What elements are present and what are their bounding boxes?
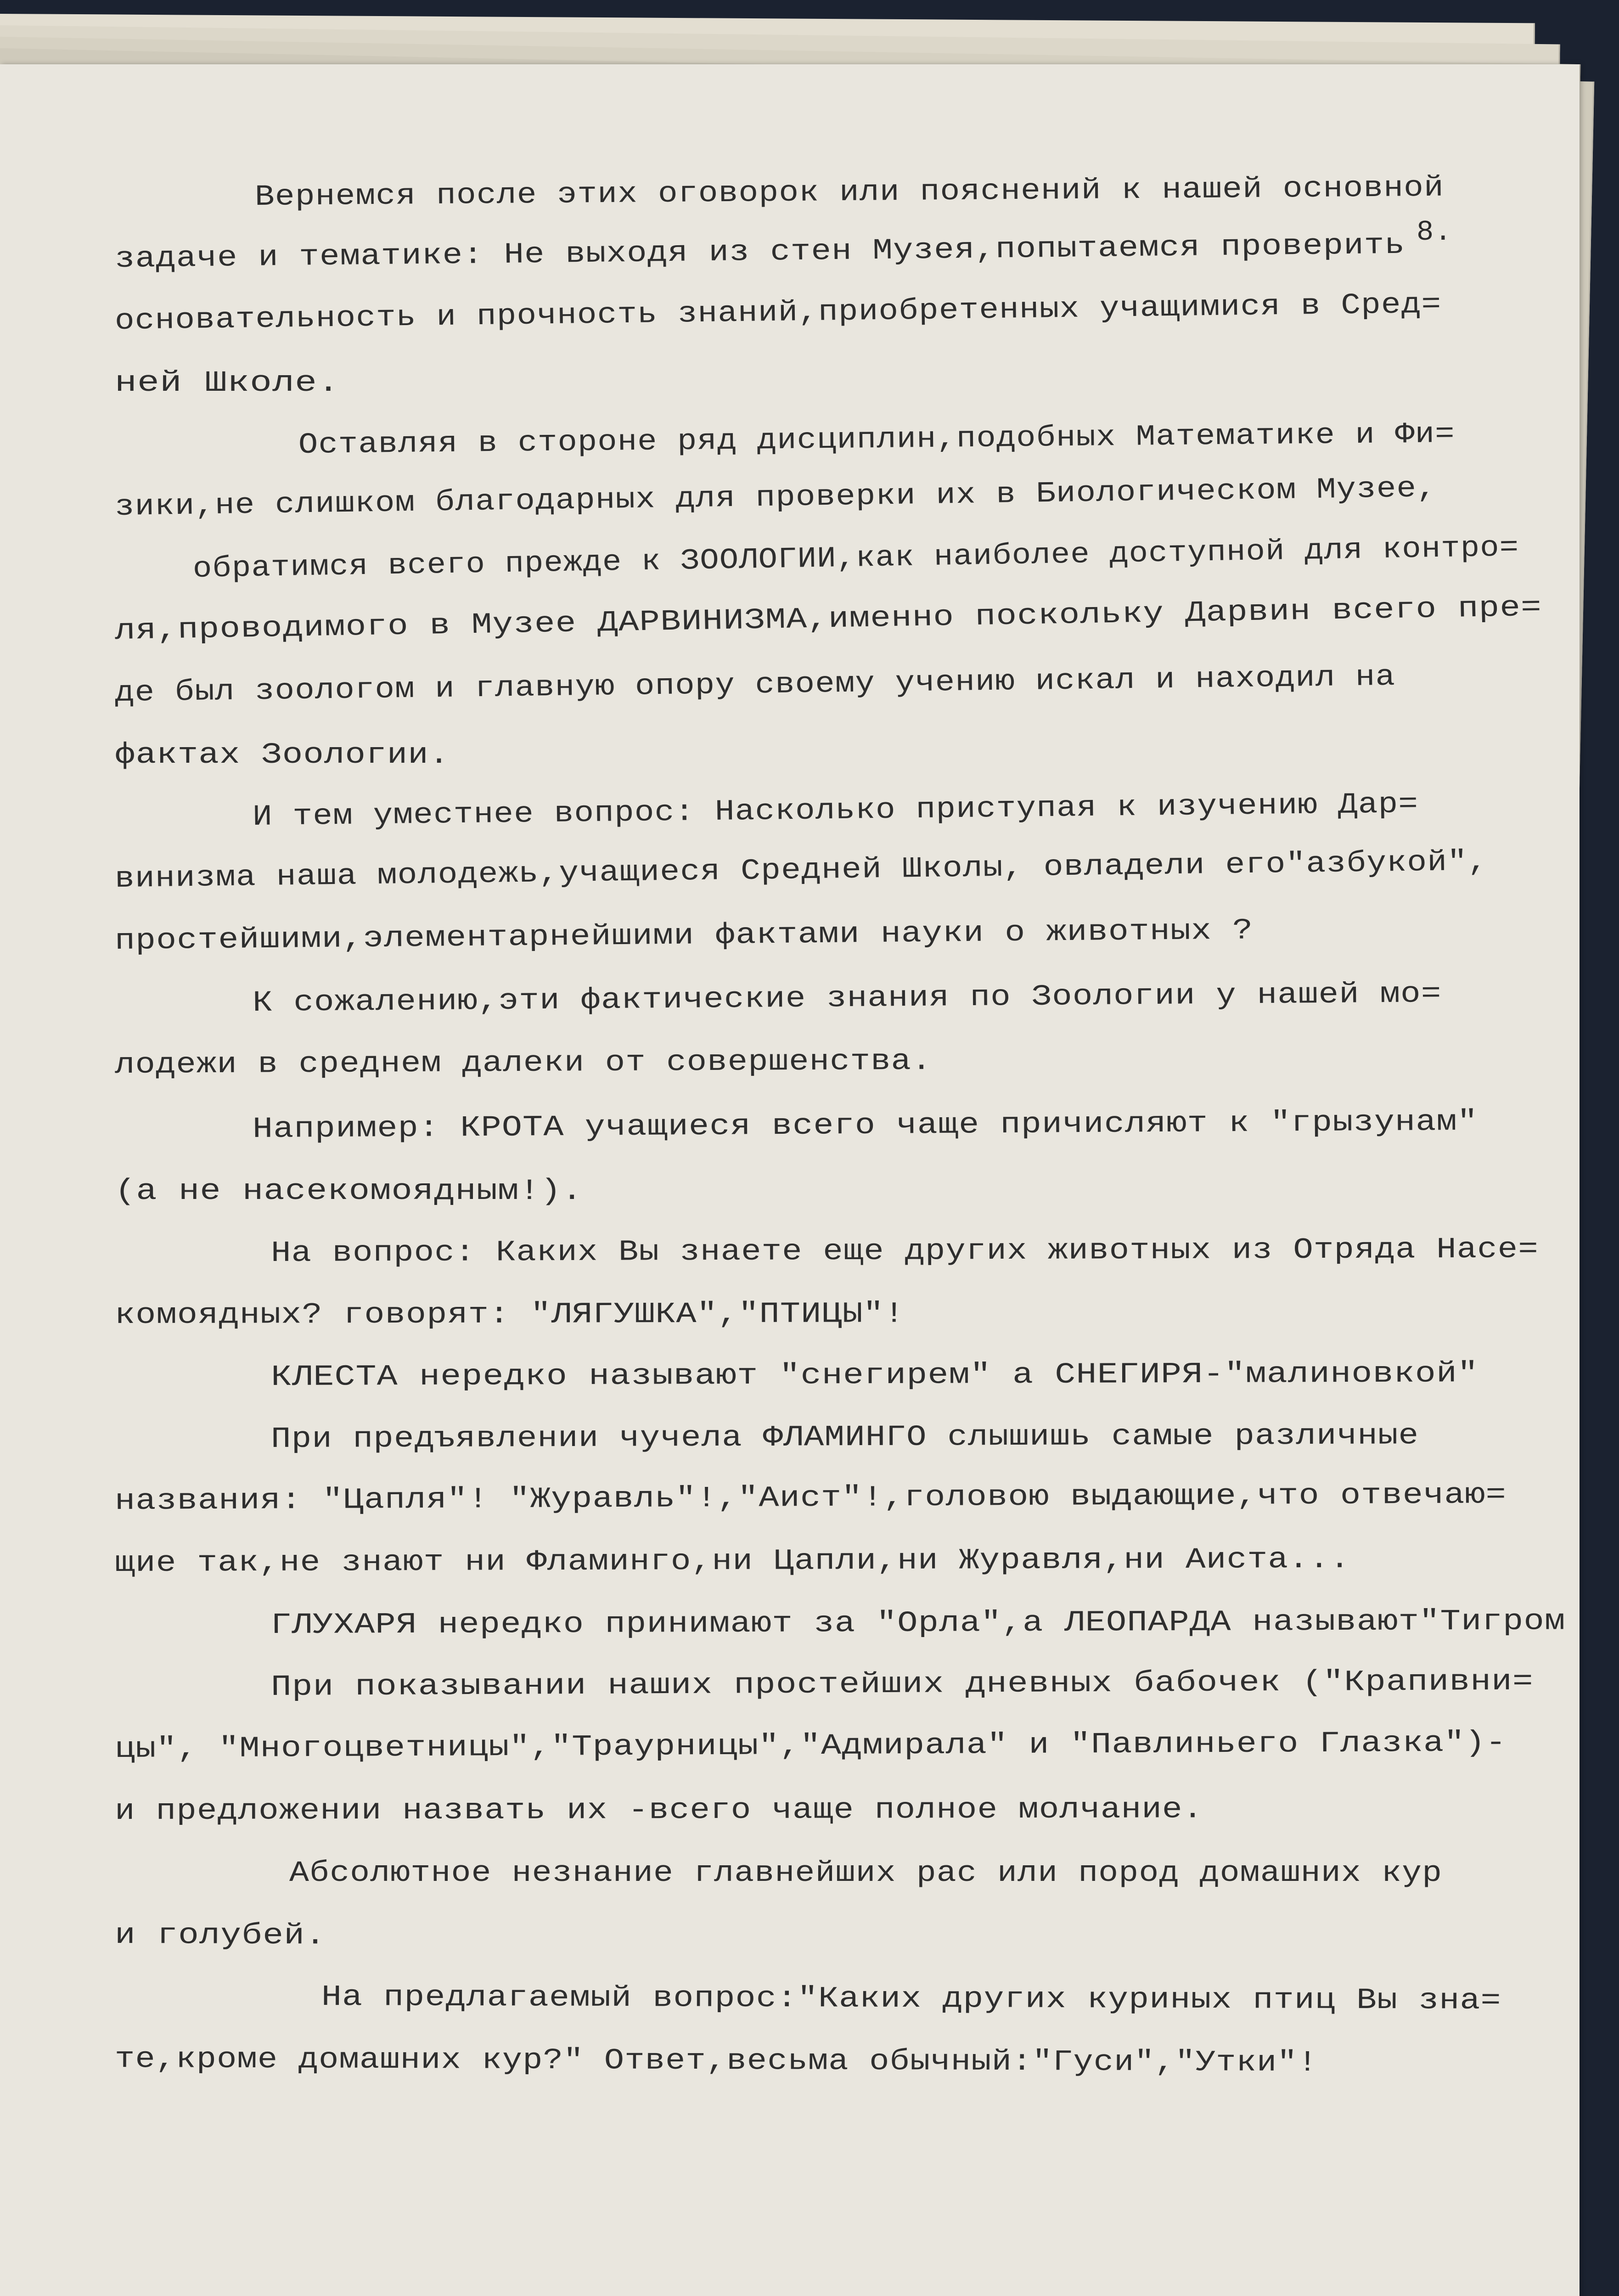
text-line: щие так,не знают ни Фламинго,ни Цапли,ни Журавля,ни Аиста... xyxy=(114,1543,1350,1580)
text-line: комоядных? говорят: "ЛЯГУШКА","ПТИЦЫ"! xyxy=(114,1298,905,1332)
text-line: ГЛУХАРЯ нередко принимают за "Орла",а ЛЕОПАРДА называют"Тигром xyxy=(270,1605,1566,1642)
text-line: и голубей. xyxy=(114,1919,326,1953)
text-line: основательность и прочность знаний,приобретенных учащимися в Сред= xyxy=(114,288,1442,338)
text-line: и предложении назвать их -всего чаще полное молчание. xyxy=(114,1793,1203,1828)
text-line: ля,проводимого в Музее ДАРВИНИЗМА,именно поскольку Дарвин всего пре= xyxy=(114,591,1542,648)
text-line: При показывании наших простейших дневных бабочек ("Крапивни= xyxy=(270,1665,1534,1704)
text-body xyxy=(0,64,1580,2296)
text-line: де был зоологом и главную опору своему учению искал и находил на xyxy=(114,660,1396,710)
text-line: Например: КРОТА учащиеся всего чаще причисляют к "грызунам" xyxy=(252,1105,1478,1146)
text-line: обратимся всего прежде к ЗООЛОГИИ,как наиболее доступной для контро= xyxy=(192,531,1519,586)
text-line: те,кроме домашних кур?" Ответ,весьма обычный:"Гуси","Утки"! xyxy=(114,2043,1318,2080)
page-number: 8. xyxy=(1417,216,1453,248)
typewritten-page xyxy=(0,64,1580,2296)
text-line: При предъявлении чучела ФЛАМИНГО слышишь самые различные xyxy=(270,1419,1419,1456)
text-line: Оставляя в стороне ряд дисциплин,подобных Математике и Фи= xyxy=(298,418,1455,462)
text-line: На предлагаемый вопрос:"Каких других куриных птиц Вы зна= xyxy=(321,1981,1501,2018)
text-line: цы", "Многоцветницы","Траурницы","Адмирала" и "Павлиньего Глазка")- xyxy=(114,1727,1507,1766)
text-line: задаче и тематике: Не выходя из стен Музея,попытаемся проверить xyxy=(114,229,1405,276)
text-line: КЛЕСТА нередко называют "снегирем" а СНЕГИРЯ-"малиновкой" xyxy=(270,1357,1479,1394)
text-line: (а не насекомоядным!). xyxy=(115,1175,583,1208)
text-line: ней Школе. xyxy=(115,367,340,400)
text-line: названия: "Цапля"! "Журавль"!,"Аист"!,головою выдающие,что отвечаю= xyxy=(114,1479,1507,1518)
text-line: фактах Зоологии. xyxy=(115,739,450,772)
text-line: Абсолютное незнание главнейших рас или пород домашних кур xyxy=(289,1857,1443,1890)
text-line: винизма наша молодежь,учащиеся Средней Школы, овладели его"азбукой", xyxy=(114,845,1488,896)
text-line: На вопрос: Каких Вы знаете еще других животных из Отряда Насе= xyxy=(270,1233,1539,1270)
text-line: К сожалению,эти фактические знания по Зоологии у нашей мо= xyxy=(252,978,1442,1020)
text-line: лодежи в среднем далеки от совершенства. xyxy=(114,1045,932,1082)
text-line: простейшими,элементарнейшими фактами науки о животных ? xyxy=(114,914,1254,958)
text-line: И тем уместнее вопрос: Насколько приступая к изучению Дар= xyxy=(252,788,1419,834)
text-line: Вернемся после этих оговорок или пояснений к нашей основной xyxy=(254,171,1445,214)
text-line: зики,не слишком благодарных для проверки их в Биологическом Музее, xyxy=(114,472,1437,524)
